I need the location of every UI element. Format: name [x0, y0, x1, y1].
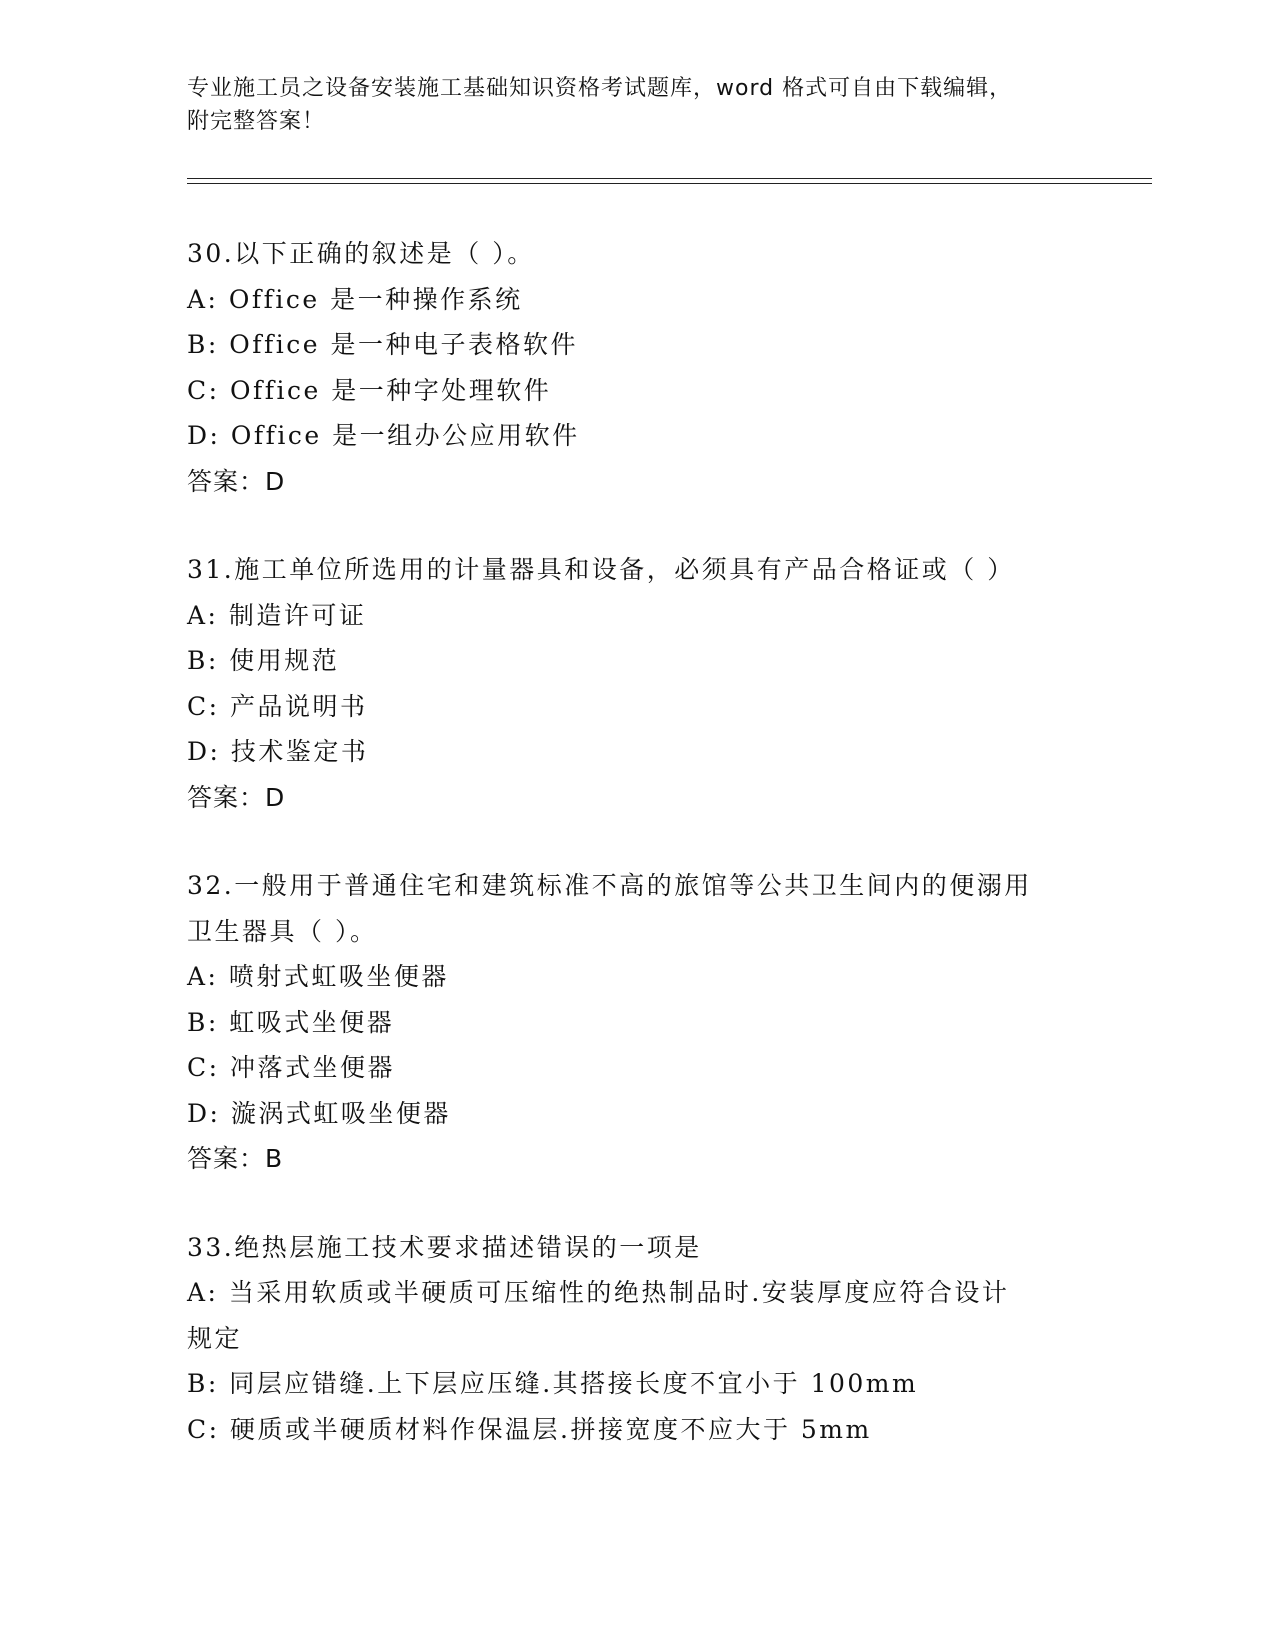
document-header: [187, 72, 1067, 138]
option-c: C: 产品说明书: [187, 691, 368, 721]
question-stem: 32.一般用于普通住宅和建筑标准不高的旅馆等公共卫生间内的便溺用: [187, 871, 1032, 900]
option-a: A: 喷射式虹吸坐便器: [187, 962, 449, 991]
question-list: [187, 231, 1087, 1495]
option-a: A: 制造许可证: [187, 600, 367, 630]
option-b: B: 同层应错缝.上下层应压缝.其搭接长度不宜小于 100mm: [187, 1369, 919, 1398]
option-b: B: 虹吸式坐便器: [187, 1007, 395, 1037]
option-a: A: Office 是一种操作系统: [187, 284, 523, 314]
option-d: D: Office 是一组办公应用软件: [187, 421, 580, 450]
question-30: [187, 231, 1087, 504]
option-d: D: 技术鉴定书: [187, 737, 369, 766]
option-a-continued: 规定: [187, 1323, 243, 1353]
question-stem: 33.绝热层施工技术要求描述错误的一项是: [187, 1232, 702, 1262]
question-stem: 30.以下正确的叙述是（ ）。: [187, 239, 535, 268]
answer: 答案：D: [187, 782, 286, 812]
answer: 答案：B: [187, 1144, 284, 1173]
option-b: B: Office 是一种电子表格软件: [187, 330, 578, 359]
header-rule-bottom: [187, 183, 1152, 184]
question-31: [187, 547, 1087, 820]
question-32: [187, 863, 1087, 1182]
option-b: B: 使用规范: [187, 646, 340, 675]
option-c: C: Office 是一种字处理软件: [187, 375, 552, 405]
header-line-2: 附完整答案！: [187, 109, 326, 134]
option-c: C: 硬质或半硬质材料作保温层.拼接宽度不应大于 5mm: [187, 1414, 872, 1444]
option-c: C: 冲落式坐便器: [187, 1053, 395, 1082]
option-d: D: 漩涡式虹吸坐便器: [187, 1098, 451, 1128]
question-stem-continued: 卫生器具（ ）。: [187, 916, 378, 946]
header-line-1: 专业施工员之设备安装施工基础知识资格考试题库，word 格式可自由下载编辑，: [187, 76, 1013, 101]
header-rule-top: [187, 178, 1152, 179]
question-stem: 31.施工单位所选用的计量器具和设备，必须具有产品合格证或（ ）: [187, 555, 1015, 584]
answer: 答案：D: [187, 466, 286, 496]
option-a: A: 当采用软质或半硬质可压缩性的绝热制品时.安装厚度应符合设计: [187, 1278, 1010, 1307]
question-33: [187, 1225, 1087, 1453]
